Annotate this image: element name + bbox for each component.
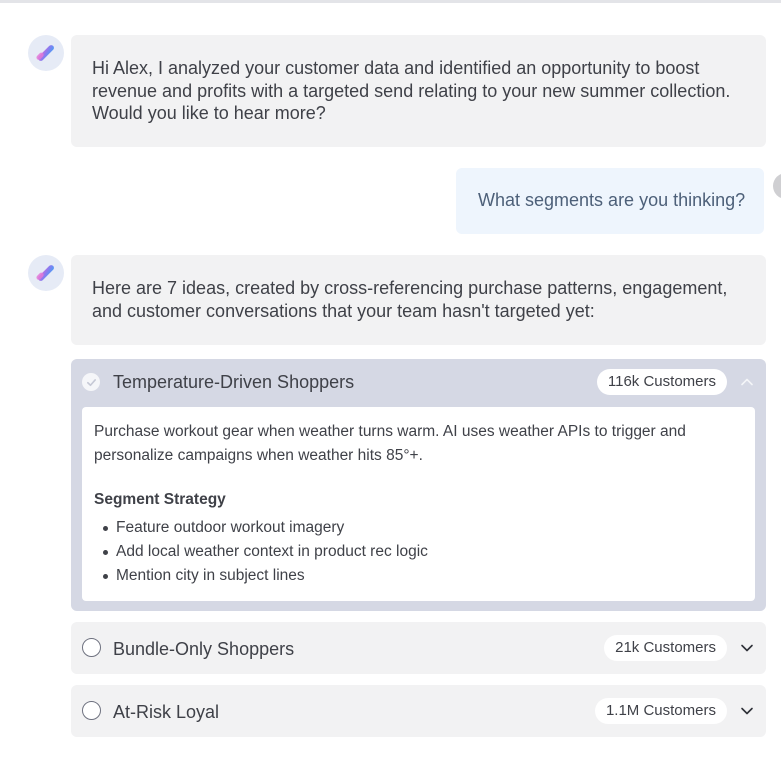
strategy-item: Feature outdoor workout imagery	[94, 516, 743, 540]
assistant-avatar	[28, 255, 64, 291]
segment-details	[82, 407, 755, 601]
segment-card-header[interactable]	[71, 359, 766, 406]
collapse-toggle[interactable]	[740, 375, 754, 389]
assistant-message: Here are 7 ideas, created by cross-referencing purchase patterns, engagement, and customer conversations that your team hasn't targeted yet:	[71, 255, 766, 345]
segment-card[interactable]	[71, 622, 766, 674]
top-divider	[0, 0, 781, 3]
strategy-item: Add local weather context in product rec logic	[94, 540, 743, 564]
segment-card-header[interactable]	[71, 622, 766, 674]
segment-select-checkbox[interactable]	[82, 373, 100, 391]
customer-count-badge: 116k Customers	[597, 369, 727, 395]
chevron-down-icon	[740, 704, 754, 718]
segment-description: Purchase workout gear when weather turns warm. AI uses weather APIs to trigger and personalize campaigns when weather hits 85°+.	[94, 423, 686, 464]
user-avatar	[773, 173, 781, 199]
segment-strategy-heading: Segment Strategy	[94, 491, 226, 508]
segment-select-radio[interactable]	[82, 638, 101, 657]
segment-strategy-list	[94, 516, 743, 588]
ai-sparkle-icon	[35, 262, 57, 284]
assistant-message: Hi Alex, I analyzed your customer data and identified an opportunity to boost revenue and profits with a targeted send relating to your new summer collection. Would you like to hear more?	[71, 35, 766, 147]
strategy-item: Mention city in subject lines	[94, 564, 743, 588]
segment-name: Bundle-Only Shoppers	[113, 639, 295, 659]
segment-card[interactable]	[71, 359, 766, 611]
user-message: What segments are you thinking?	[456, 168, 764, 234]
segment-select-radio[interactable]	[82, 701, 101, 720]
customer-count-badge: 1.1M Customers	[595, 698, 727, 724]
customer-count-badge: 21k Customers	[604, 635, 727, 661]
assistant-avatar	[28, 35, 64, 71]
segment-card[interactable]	[71, 685, 766, 737]
expand-toggle[interactable]	[740, 641, 754, 655]
check-icon	[86, 377, 97, 388]
segment-name: At-Risk Loyal	[113, 702, 220, 722]
segment-name: Temperature-Driven Shoppers	[113, 372, 355, 392]
ai-sparkle-icon	[35, 42, 57, 64]
chevron-up-icon	[740, 375, 754, 389]
expand-toggle[interactable]	[740, 704, 754, 718]
chevron-down-icon	[740, 641, 754, 655]
segment-card-header[interactable]	[71, 685, 766, 737]
